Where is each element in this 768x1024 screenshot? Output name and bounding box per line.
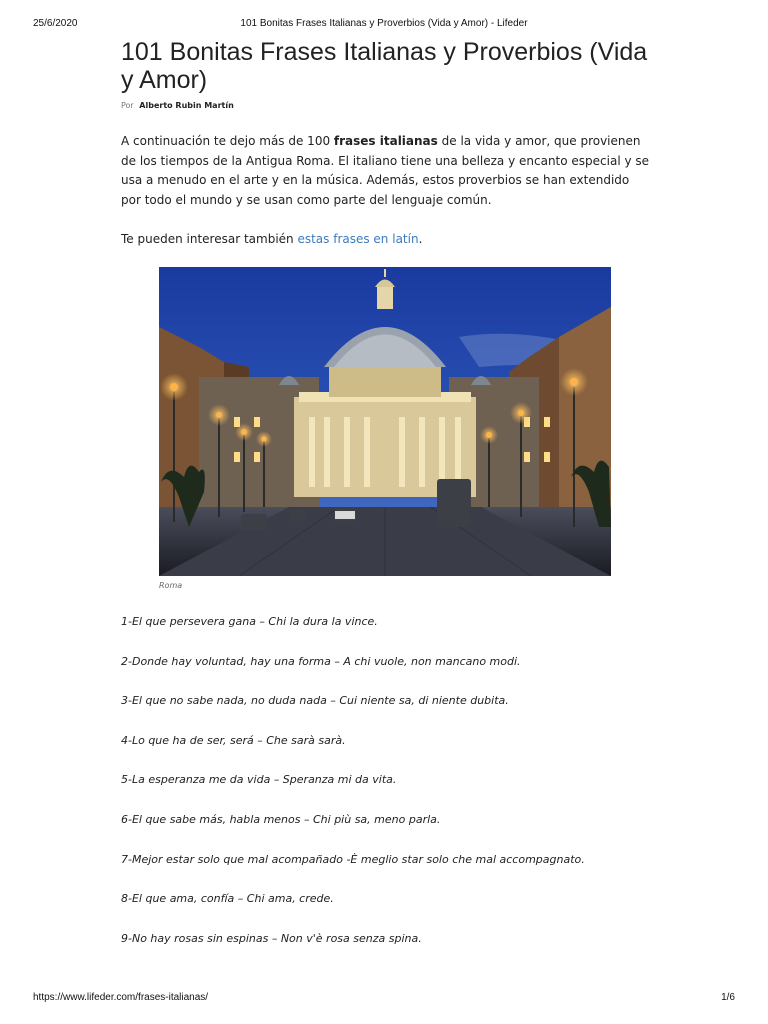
print-date: 25/6/2020: [33, 18, 78, 29]
page-number: 1/6: [721, 992, 735, 1003]
phrase-item: 4-Lo que ha de ser, será – Che sarà sarà.: [121, 733, 346, 747]
phrase-item: 3-El que no sabe nada, no duda nada – Cui niente sa, di niente dubita.: [121, 694, 509, 708]
phrase-item: 5-La esperanza me da vida – Speranza mi da vita.: [121, 773, 397, 787]
related-text: Te pueden interesar también: [121, 232, 298, 246]
print-url[interactable]: https://www.lifeder.com/frases-italianas/: [33, 992, 209, 1003]
intro-text-start: A continuación te dejo más de 100: [121, 134, 334, 148]
phrase-item: 2-Donde hay voluntad, hay una forma – A chi vuole, non mancano modi.: [121, 654, 521, 668]
image-caption: Roma: [159, 581, 183, 590]
phrase-list: [121, 615, 661, 971]
print-page-title: 101 Bonitas Frases Italianas y Proverbios (Vida y Amor) - Lifeder: [240, 18, 528, 29]
rome-photo: [159, 267, 611, 576]
article: [121, 38, 651, 945]
phrase-item: 6-El que sabe más, habla menos – Chi più sa, meno parla.: [121, 812, 441, 826]
rome-photo-illustration: [159, 267, 611, 576]
intro-keyword: frases italianas: [333, 134, 438, 148]
phrase-item: 1-El que persevera gana – Chi la dura la vince.: [121, 615, 378, 628]
related-paragraph: [121, 230, 651, 249]
author-name[interactable]: Alberto Rubin Martín: [139, 101, 234, 110]
related-link[interactable]: estas frases en latín: [297, 232, 419, 246]
intro-paragraph: [121, 132, 651, 210]
phrase-item: 9-No hay rosas sin espinas – Non v'è rosa senza spina.: [121, 931, 422, 945]
intro-text-end: de la vida y amor, que provienen de los tiempos de la Antigua Roma. El italiano tiene una belleza y encanto especial y se usa a menudo en el arte y en la música. Además, estos proverbios se han extendido por todo el mundo y se usan como parte del lenguaje común.: [121, 134, 650, 207]
byline-prefix: Por: [121, 101, 134, 110]
phrase-item: 8-El que ama, confía – Chi ama, crede.: [121, 892, 334, 906]
phrase-item: 7-Mejor estar solo que mal acompañado -È meglio star solo che mal accompagnato.: [121, 852, 585, 866]
byline: [121, 101, 651, 110]
related-end: .: [418, 232, 423, 246]
article-title: 101 Bonitas Frases Italianas y Proverbios (Vida y Amor): [121, 38, 648, 94]
